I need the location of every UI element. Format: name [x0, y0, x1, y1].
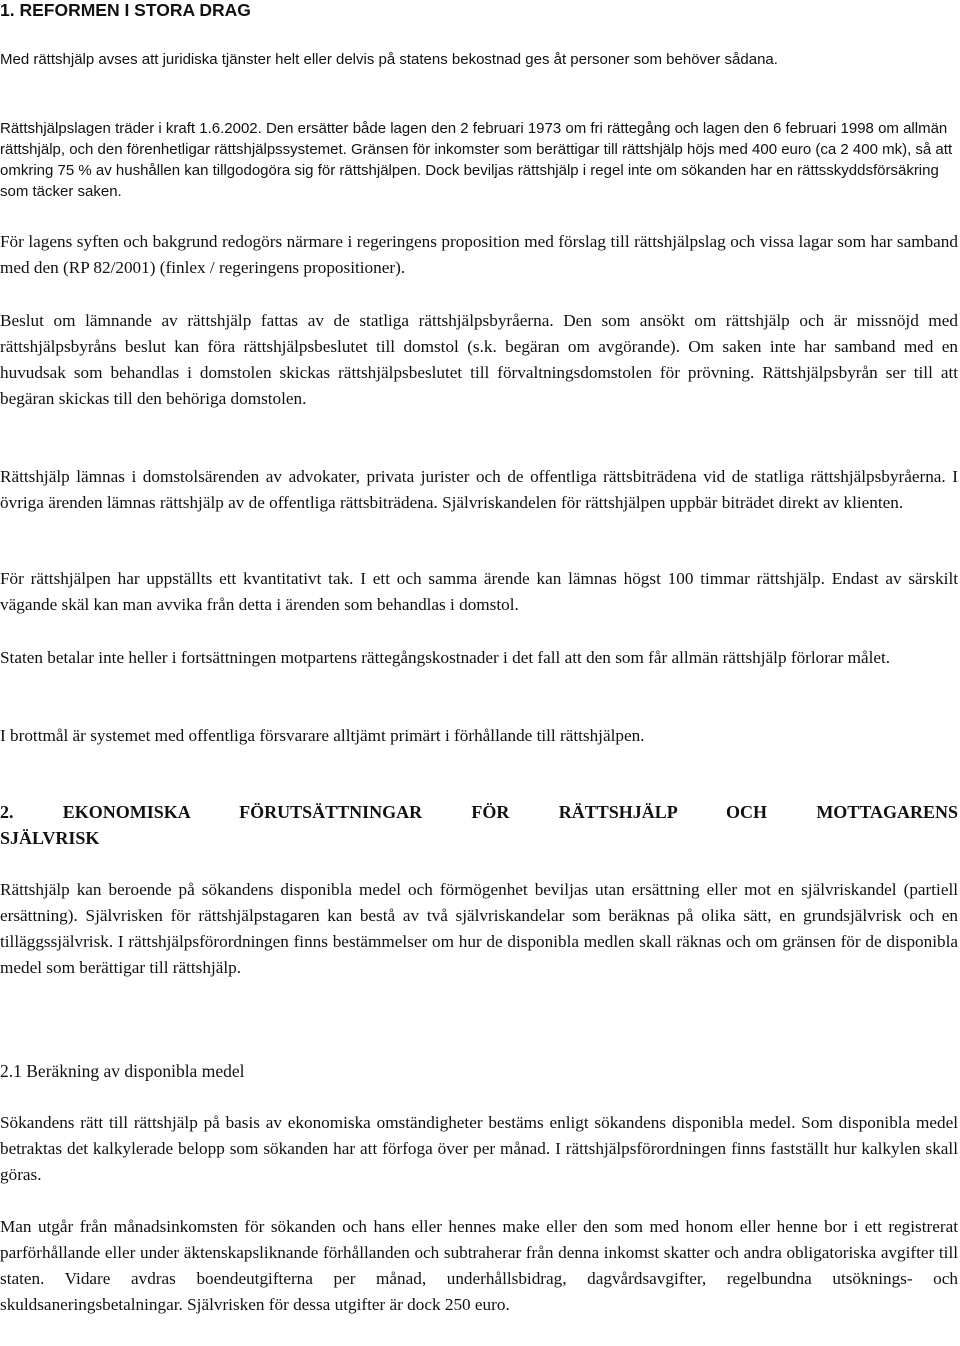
intro-paragraph-1: Med rättshjälp avses att juridiska tjänster helt eller delvis på statens bekostnad ges åt personer som behöver sådana.: [0, 51, 778, 68]
paragraph-disposable: Sökandens rätt till rättshjälp på basis av ekonomiska omständigheter bestäms enligt sökandens disponibla medel. Som disponibla medel betraktas det kalkylerade belopp som sökanden har att förfoga över per månad. I rättshjälpsförordningen finns fastställt hur kalkylen skall göras.: [0, 1113, 958, 1184]
paragraph-providers: Rättshjälp lämnas i domstolsärenden av advokater, privata jurister och de offentliga rättsbiträdena vid de statliga rättshjälpsbyråerna. I övriga ärenden lämnas rättshjälp av de offentliga rättsbiträdena. Självriskandelen för rättshjälpen uppbär biträdet direkt av klienten.: [0, 467, 958, 512]
section-2-heading-line-1: 2. EKONOMISKA FÖRUTSÄTTNINGAR FÖR RÄTTSHJÄLP OCH MOTTAGARENS: [0, 802, 958, 822]
paragraph-ceiling: För rättshjälpen har uppställts ett kvantitativt tak. I ett och samma ärende kan lämnas högst 100 timmar rättshjälp. Endast av särskilt vägande skäl kan man avvika från detta i ärenden som behandlas i domstol.: [0, 569, 958, 614]
paragraph-calculation: Man utgår från månadsinkomsten för sökanden och hans eller hennes make eller den som med honom eller henne bor i ett registrerat parförhållande eller under äktenskapsliknande förhållanden och subtraherar från denna inkomst skatter och andra obligatoriska avgifter till staten. Vidare avdras boendeutgifterna per månad, underhållsbidrag, dagvårdsavgifter, regelbundna utsöknings- och skuldsaneringsbetalningar. Självrisken för dessa utgifter är dock 250 euro.: [0, 1217, 958, 1314]
paragraph-economic: Rättshjälp kan beroende på sökandens disponibla medel och förmögenhet beviljas utan ersättning eller mot en självriskandel (partiell ersättning). Självrisken för rättshjälpstagaren kan bestå av två självriskandelar som beräknas på olika sätt, en grundsjälvrisk och en tilläggssjälvrisk. I rättshjälpsförordningen finns bestämmelser om hur de disponibla medlen skall räknas och om gränsen för de disponibla medel som berättigar till rättshjälp.: [0, 880, 958, 977]
section-2-heading-line-2: SJÄLVRISK: [0, 828, 100, 848]
paragraph-decision: Beslut om lämnande av rättshjälp fattas av de statliga rättshjälpsbyråerna. Den som ansökt om rättshjälp och är missnöjd med rättshjälpsbyråns beslut kan föra rättshjälpsbeslutet till domstol (s.k. begäran om avgörande). Om saken inte har samband med en huvudsak som behandlas i domstolen skickas rättshjälpsbeslutet till förvaltningsdomstolen för prövning. Rättshjälpsbyrån ser till att begäran skickas till den behöriga domstolen.: [0, 311, 958, 408]
section-2-heading: [0, 799, 958, 851]
intro-paragraph-2: Rättshjälpslagen träder i kraft 1.6.2002. Den ersätter både lagen den 2 februari 1973 om fri rättegång och lagen den 6 februari 1998 om allmän rättshjälp, och den förenhetligar rättshjälpssystemet. Gränsen för inkomster som berättigar till rättshjälp höjs med 400 euro (ca 2 400 mk), så att omkring 75 % av hushållen kan tillgodogöra sig för rättshjälpen. Dock beviljas rättshjälp i regel inte om sökanden har en rättsskyddsförsäkring som täcker saken.: [0, 120, 953, 200]
paragraph-purpose: För lagens syften och bakgrund redogörs närmare i regeringens proposition med förslag till rättshjälpslag och vissa lagar som har samband med den (RP 82/2001) (finlex / regeringens propositioner).: [0, 232, 958, 277]
section-2-1-heading: 2.1 Beräkning av disponibla medel: [0, 1061, 245, 1081]
paragraph-criminal: I brottmål är systemet med offentliga försvarare alltjämt primärt i förhållande till rättshjälpen.: [0, 726, 645, 745]
paragraph-costs: Staten betalar inte heller i fortsättningen motpartens rättegångskostnader i det fall att den som får allmän rättshjälp förlorar målet.: [0, 648, 891, 667]
section-1-heading: 1. REFORMEN I STORA DRAG: [0, 0, 251, 20]
